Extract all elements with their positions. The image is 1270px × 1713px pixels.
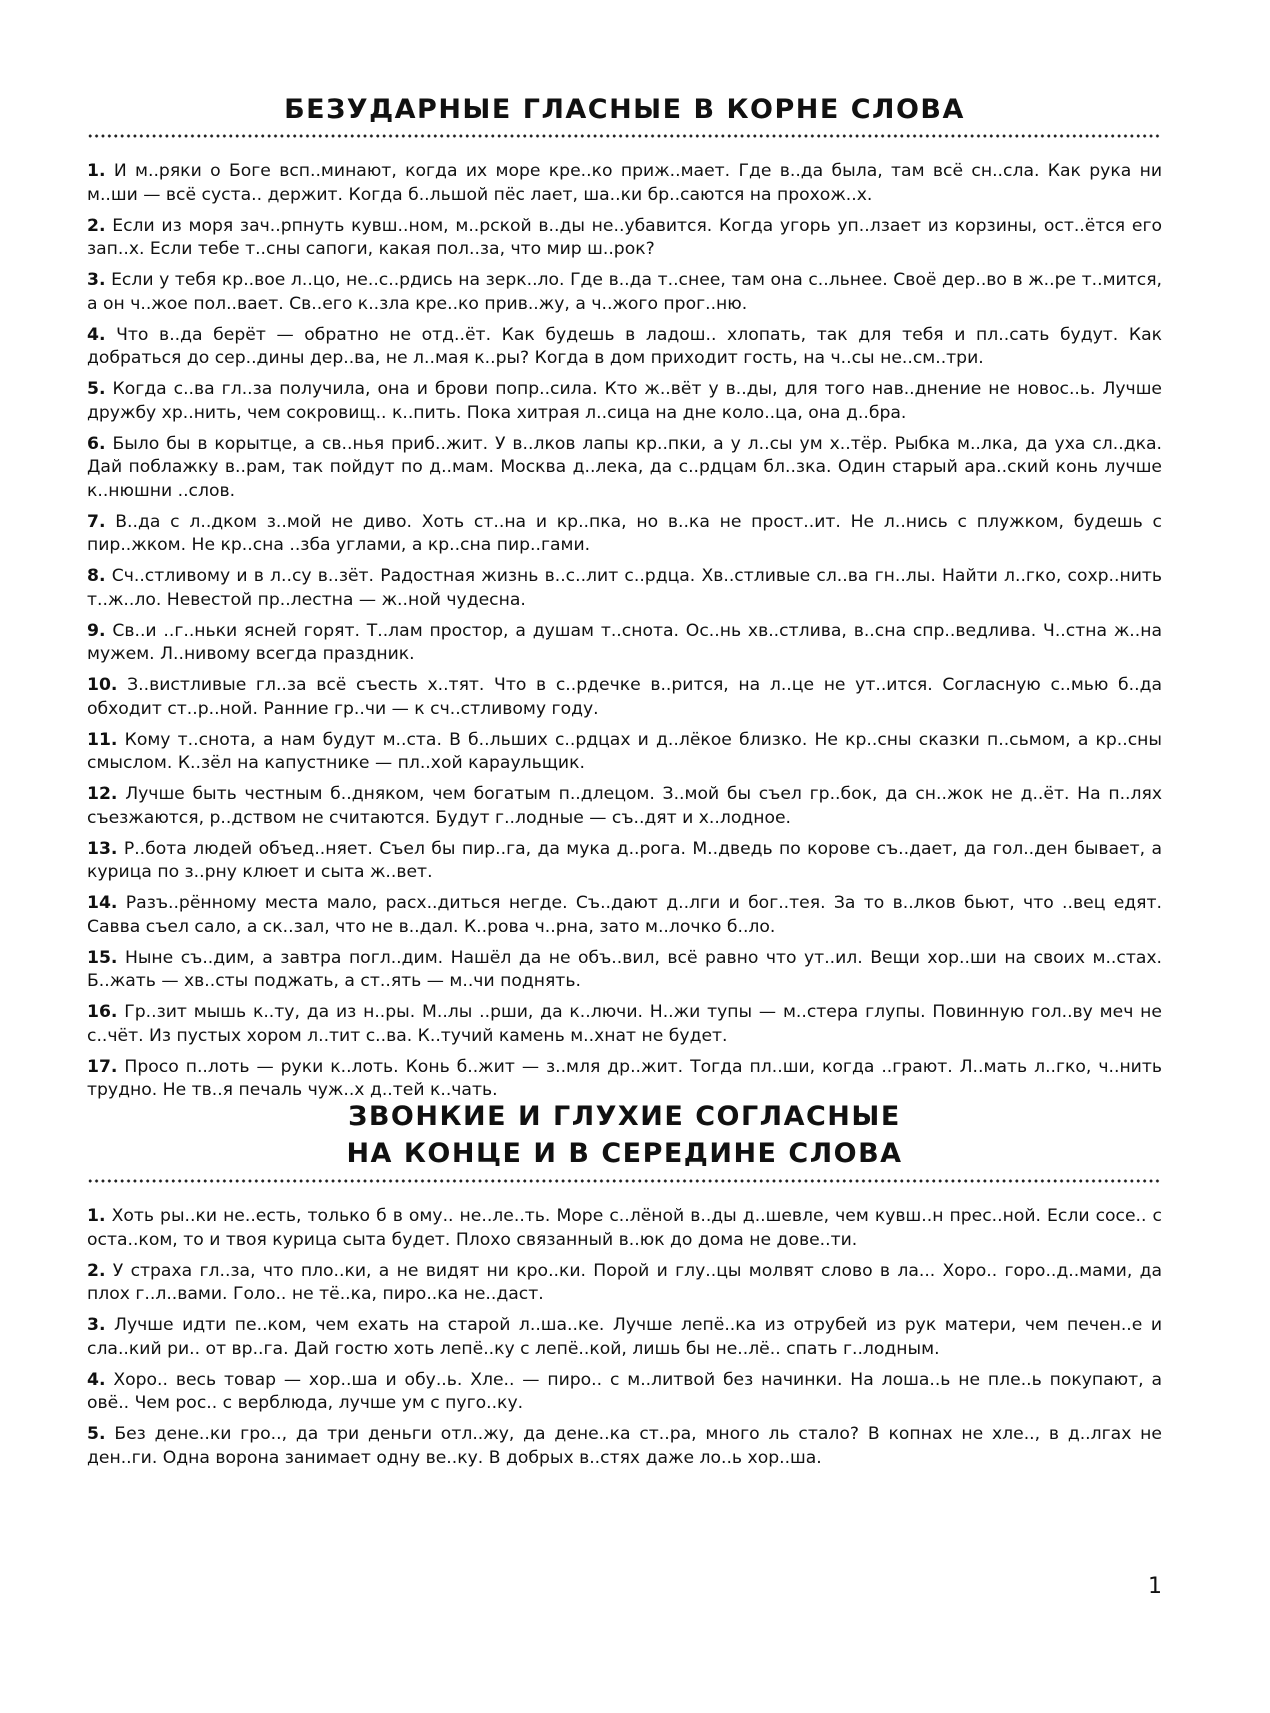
exercise-item: [87, 1205, 1162, 1252]
exercise-text: Лучше идти пе..ком, чем ехать на старой л..ша..ке. Лучше лепё..ка из отрубей из рук матери, чем печен..е и сла..кий ри.. от вр..га. Дай гостю хоть лепё..ку с лепё..кой, лишь бы не..лё.. спать г..лодным.: [87, 1315, 1163, 1359]
exercise-text: И м..ряки о Боге всп..минают, когда их море кре..ко приж..мает. Где в..да была, там всё сн..сла. Как рука ни м..ши — всё суста.. держит. Когда б..льшой пёс лает, ша..ки бр..саются на прохож..х.: [87, 161, 1162, 205]
exercise-number: 1.: [87, 161, 106, 181]
exercise-number: 1.: [87, 1206, 106, 1226]
exercise-item: [87, 947, 1162, 994]
section-title-unstressed-vowels: БЕЗУДАРНЫЕ ГЛАСНЫЕ В КОРНЕ СЛОВА: [284, 94, 965, 125]
exercise-item: [87, 838, 1162, 885]
exercise-number: 2.: [87, 1260, 106, 1281]
exercise-text: Что в..да берёт — обратно не отд..ёт. Как будешь в ладош.. хлопать, так для тебя и пл..сать будут. Как добраться до сер..дины дер..ва, не л..мая к..ры? Когда в дом приходит гость, на ч..сы не..см..три.: [87, 324, 1162, 368]
exercise-number: 3.: [87, 1315, 106, 1335]
exercise-item: [87, 674, 1162, 721]
section-title-voiced-voiceless-line2: НА КОНЦЕ И В СЕРЕДИНЕ СЛОВА: [346, 1138, 903, 1169]
exercise-number: 10.: [87, 675, 118, 695]
exercise-item: [87, 1001, 1162, 1048]
exercise-item: [87, 433, 1162, 504]
exercise-text: Просо п..лоть — руки к..лоть. Конь б..жит — з..мля др..жит. Тогда пл..ши, когда ..грают. Л..мать л..гко, ч..нить трудно. Не тв..я печаль чуж..х д..тей к..чать.: [87, 1056, 1162, 1100]
exercise-text: Если у тебя кр..вое л..цо, не..с..рдись на зерк..ло. Где в..да т..снее, там она с..льнее. Своё дер..во в ж..ре т..мится, а он ч..жое пол..вает. Св..его к..зла кре..ко прив..жу, а ч..жого прог..ню.: [87, 270, 1162, 314]
exercise-text: Разъ..рённому места мало, расх..диться негде. Съ..дают д..лги и бог..тея. За то в..лков бьют, что ..вец едят. Савва съел сало, а ск..зал, что не в..дал. К..рова ч..рна, зато м..лочко б..ло.: [87, 893, 1162, 937]
exercise-text: Р..бота людей объед..няет. Съел бы пир..га, да мука д..рога. М..дведь по корове съ..дает, да гол..ден бывает, а курица по з..рну клюет и сыта ж..вет.: [87, 838, 1162, 882]
exercise-number: 2.: [87, 215, 106, 236]
exercise-text: Хоро.. весь товар — хор..ша и обу..ь. Хле.. — пиро.. с м..литвой без начинки. На лоша..ь не пле..ь покупают, а овё.. Чем рос.. с верблюда, лучше ум с пуго..ку.: [87, 1369, 1162, 1413]
exercise-item: [87, 1423, 1162, 1470]
exercise-text: Было бы в корытце, а св..нья приб..жит. У в..лков лапы кр..пки, а у л..сы ум х..тёр. Рыбка м..лка, да уха сл..дка. Дай поблажку в..рам, так пойдут по д..мам. Москва д..лека, да с..рдцам бл..зка. Один старый ара..ский конь лучше к..нюшни ..слов.: [87, 433, 1162, 501]
exercise-number: 3.: [87, 270, 106, 290]
exercise-number: 15.: [87, 947, 118, 968]
exercise-number: 4.: [87, 324, 106, 345]
exercise-item: [87, 215, 1162, 262]
exercise-item: [87, 160, 1162, 207]
exercise-text: Если из моря зач..рпнуть кувш..ном, м..рской в..ды не..убавится. Когда угорь уп..лзает из корзины, ост..ётся его зап..х. Если тебе т..сны сапоги, какая пол..за, что мир ш..рок?: [87, 215, 1162, 259]
page-number: 1: [1148, 1574, 1162, 1599]
exercise-text: Лучше быть честным б..дняком, чем богатым п..длецом. З..мой бы съел гр..бок, да сн..жок не д..ёт. На п..лях съезжаются, р..дством не считаются. Будут г..лодные — съ..дят и х..лодное.: [87, 784, 1162, 828]
exercise-item: [87, 620, 1162, 667]
exercise-text: Без дене..ки гро.., да три деньги отл..жу, да дене..ка ст..ра, много ль стало? В копнах не хле.., в д..лгах не ден..ги. Одна ворона занимает одну ве..ку. В добрых в..стях даже ло..ь хор..ша.: [87, 1424, 1162, 1468]
exercise-text: Хоть ры..ки не..есть, только б в ому.. не..ле..ть. Море с..лёной в..ды д..шевле, чем кувш..н прес..ной. Если сосе.. с оста..ком, то и твоя курица сыта будет. Плохо связанный в..юк до дома не дове..ти.: [87, 1206, 1162, 1250]
exercise-item: [87, 1314, 1162, 1361]
exercise-number: 8.: [87, 566, 106, 586]
dotted-divider: [87, 1179, 1162, 1183]
exercise-number: 7.: [87, 511, 106, 532]
exercise-number: 16.: [87, 1002, 118, 1022]
exercise-item: [87, 1369, 1162, 1416]
exercise-number: 14.: [87, 893, 118, 913]
exercise-text: Св..и ..г..ньки ясней горят. Т..лам простор, а душам т..снота. Ос..нь хв..стлива, в..сна спр..ведлива. Ч..стна ж..на мужем. Л..нивому всегда праздник.: [87, 620, 1162, 664]
exercise-number: 9.: [87, 620, 106, 641]
exercise-text: В..да с л..дком з..мой не диво. Хоть ст..на и кр..пка, но в..ка не прост..ит. Не л..нись с плужком, будешь с пир..жком. Не кр..сна ..зба углами, а кр..сна пир..гами.: [87, 511, 1162, 555]
exercise-item: [87, 1260, 1162, 1307]
exercise-item: [87, 269, 1162, 316]
exercise-item: [87, 1056, 1162, 1103]
exercise-item: [87, 783, 1162, 830]
exercise-item: [87, 729, 1162, 776]
exercise-text: Ныне съ..дим, а завтра погл..дим. Нашёл да не объ..вил, всё равно что ут..ил. Вещи хор..ши на своих м..стах. Б..жать — хв..сты поджать, а ст..ять — м..чи поднять.: [87, 947, 1162, 991]
exercise-item: [87, 511, 1162, 558]
dotted-divider: [87, 134, 1162, 138]
exercise-text: З..вистливые гл..за всё съесть х..тят. Что в с..рдечке в..рится, на л..це не ут..ится. Согласную с..мью б..да обходит ст..р..ной. Ранние гр..чи — к сч..стливому году.: [87, 675, 1162, 719]
exercise-text: Когда с..ва гл..за получила, она и брови попр..сила. Кто ж..вёт у в..ды, для того нав..днение не новос..ь. Лучше дружбу хр..нить, чем сокровищ.. к..пить. Пока хитрая л..сица на дне коло..ца, она д..бра.: [87, 379, 1163, 423]
exercise-number: 4.: [87, 1369, 106, 1390]
exercise-number: 17.: [87, 1056, 118, 1077]
exercise-list-unstressed-vowels: [87, 160, 1162, 1110]
exercise-number: 12.: [87, 784, 118, 804]
exercise-number: 5.: [87, 1424, 106, 1444]
exercise-item: [87, 892, 1162, 939]
exercise-number: 11.: [87, 729, 118, 750]
exercise-item: [87, 324, 1162, 371]
exercise-item: [87, 565, 1162, 612]
exercise-text: Гр..зит мышь к..ту, да из н..ры. М..лы ..рши, да к..лючи. Н..жи тупы — м..стера глупы. Повинную гол..ву меч не с..чёт. Из пустых хором л..тит с..ва. К..тучий камень м..хнат не будет.: [87, 1002, 1162, 1046]
exercise-text: Кому т..снота, а нам будут м..ста. В б..льших с..рдцах и д..лёкое близко. Не кр..сны сказки п..сьмом, а кр..сны смыслом. К..зёл на капустнике — пл..хой караульщик.: [87, 729, 1162, 773]
section-title-voiced-voiceless-line1: ЗВОНКИЕ И ГЛУХИЕ СОГЛАСНЫЕ: [348, 1101, 901, 1132]
exercise-text: Сч..стливому и в л..су в..зёт. Радостная жизнь в..с..лит с..рдца. Хв..стливые сл..ва гн..лы. Найти л..гко, сохр..нить т..ж..ло. Невестой пр..лестна — ж..ной чудесна.: [87, 566, 1163, 610]
exercise-text: У страха гл..за, что пло..ки, а не видят ни кро..ки. Порой и глу..цы молвят слово в ла... Хоро.. горо..д..мами, да плох г..л..вами. Голо.. не тё..ка, пиро..ка не..даст.: [87, 1260, 1162, 1304]
exercise-list-voiced-voiceless: [87, 1205, 1162, 1478]
exercise-number: 13.: [87, 838, 118, 859]
exercise-number: 5.: [87, 379, 106, 399]
exercise-number: 6.: [87, 433, 106, 454]
exercise-item: [87, 378, 1162, 425]
